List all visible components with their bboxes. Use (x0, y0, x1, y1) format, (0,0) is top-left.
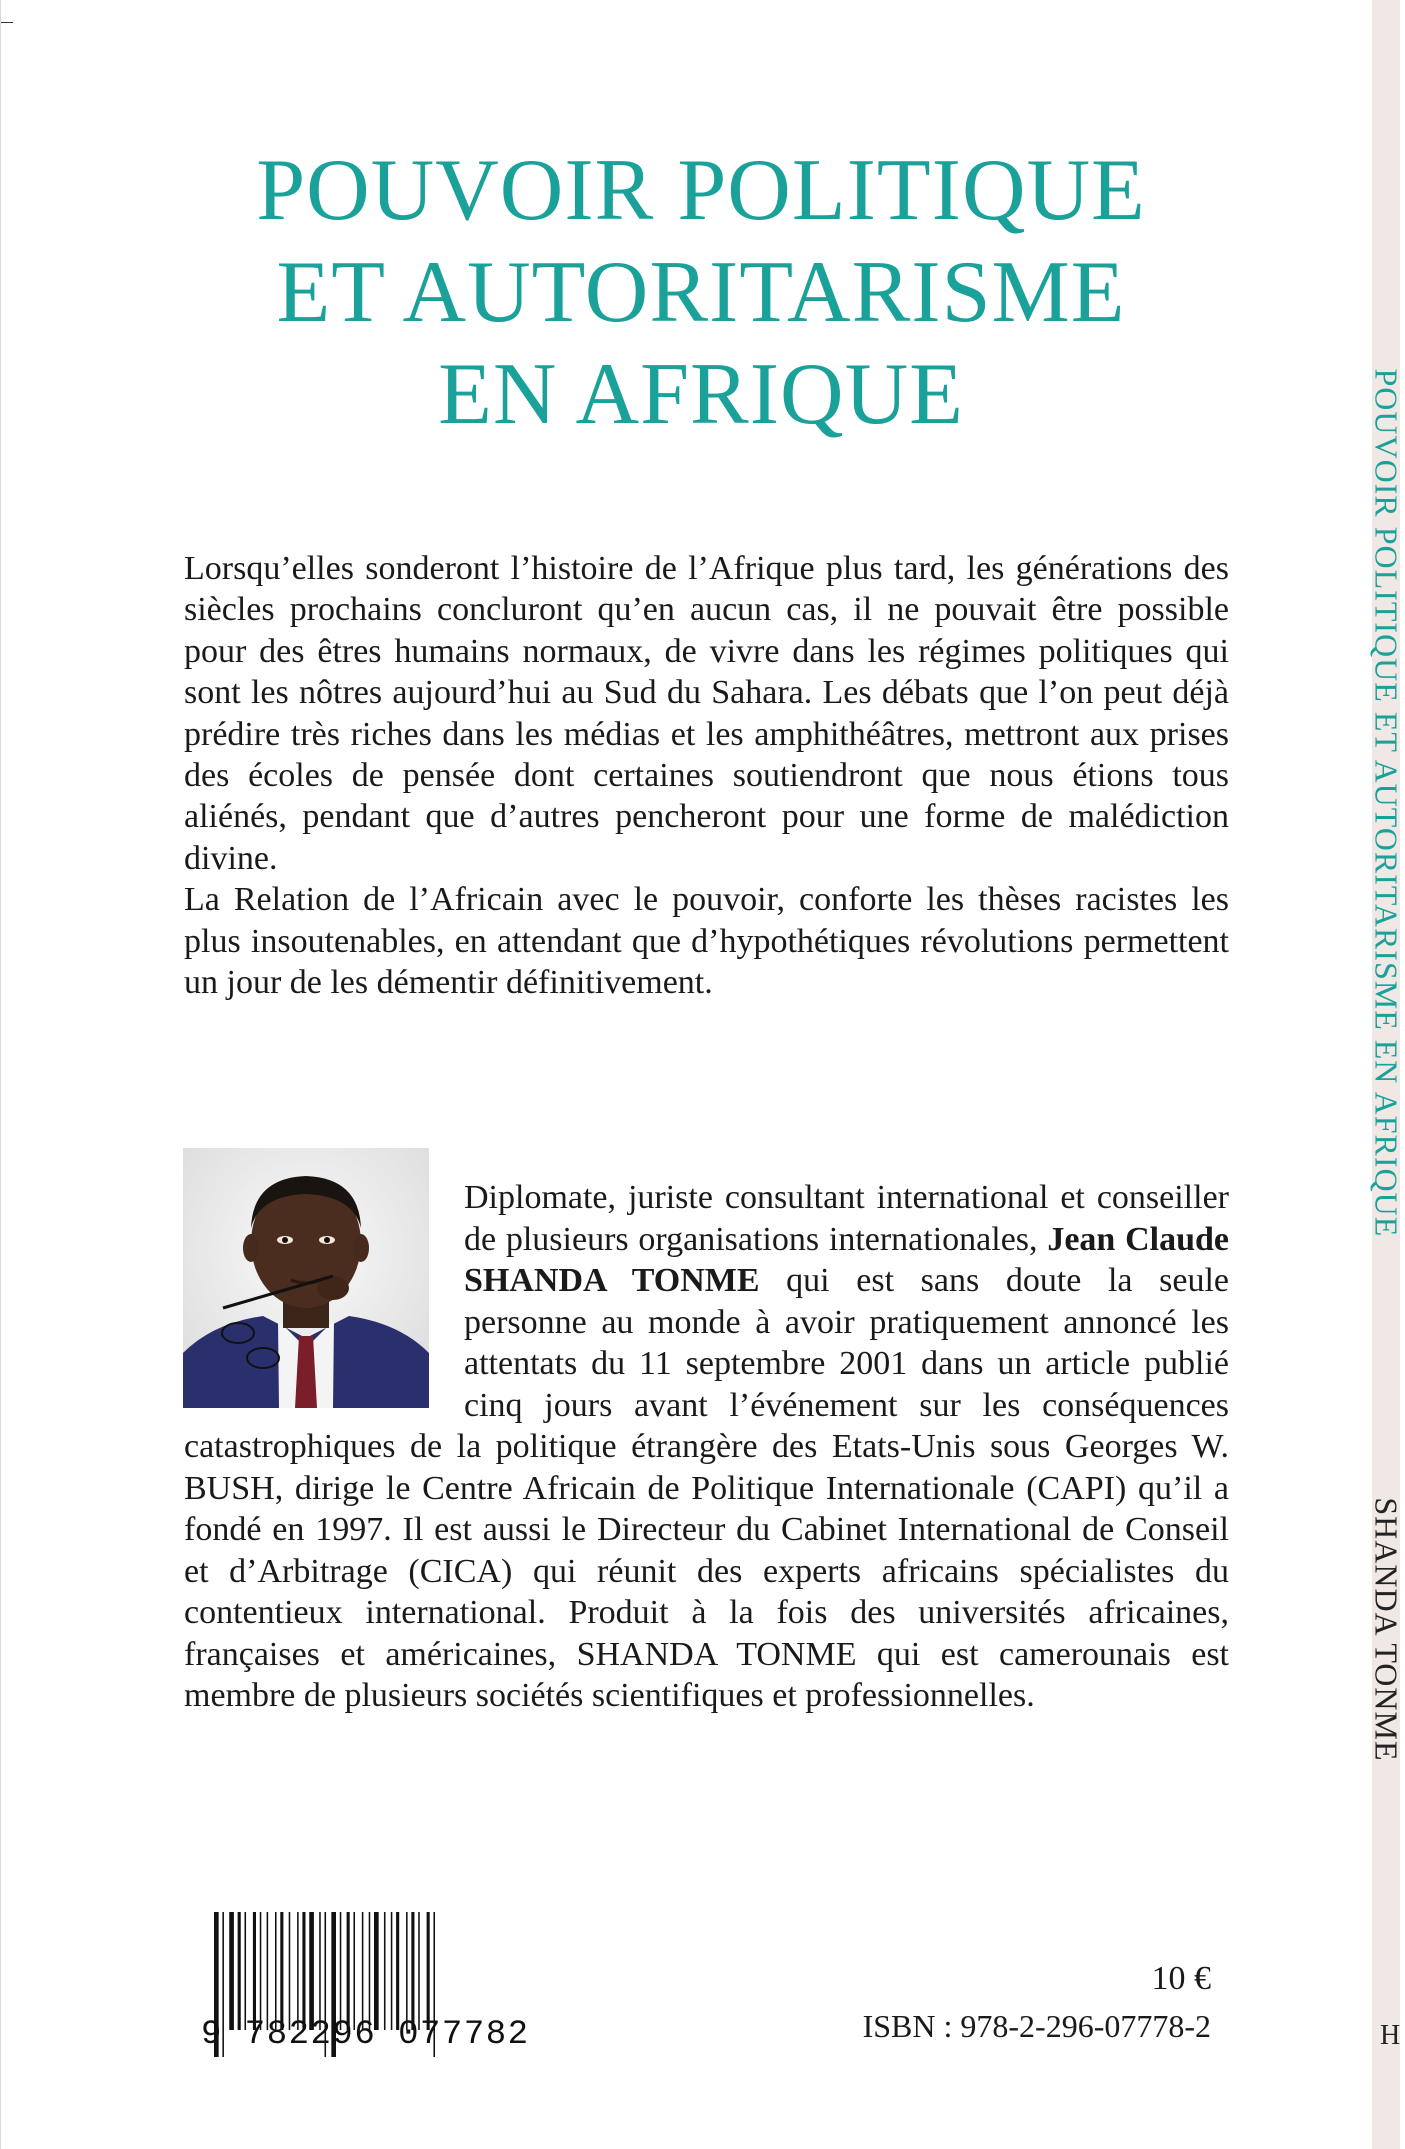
barcode-bar (362, 1912, 364, 2030)
barcode-bar (384, 1912, 386, 2030)
barcode-bar (253, 1912, 256, 2030)
barcode-bar (418, 1912, 420, 2030)
bio-text-before: Diplomate, juriste consultant international et conseiller de plusieurs organisations internationales, (464, 1179, 1229, 1258)
barcode-bar (319, 1912, 321, 2030)
spine-text (1368, 369, 1405, 1762)
barcode-bar (353, 1912, 355, 2030)
barcode-bar (391, 1912, 393, 2030)
barcode-bar (427, 1912, 430, 2030)
isbn: ISBN : 978-2-296-07778-2 (862, 2008, 1211, 2044)
photo-spacer (184, 1177, 464, 1422)
barcode-digits: 9 782296 077782 (201, 2016, 530, 2054)
barcode-bar (238, 1912, 241, 2030)
spine-title: POUVOIR POLITIQUE ET AUTORITARISME EN AFRIQUE (1368, 368, 1405, 1238)
barcode-bar (229, 1912, 234, 2030)
barcode-bar (406, 1912, 408, 2030)
barcode-bar (309, 1912, 314, 2030)
book-title (1, 140, 1401, 446)
barcode-bar (411, 1912, 414, 2030)
title-line-3: EN AFRIQUE (438, 346, 964, 443)
title-line-1: POUVOIR POLITIQUE (256, 142, 1146, 239)
barcode-bar (374, 1912, 379, 2030)
barcode-bar (396, 1912, 399, 2030)
book-summary (184, 548, 1229, 1003)
bio-text-after: qui est sans doute la seule personne au monde à avoir pratiquement annoncé les attentats du 11 septembre 2001 dans un article publié cinq jours avant l’événement sur les conséquences catastrophiques de la politique étrangère des Etats-Unis sous Georges W. BUSH, dirige le Centre Africain de Politique Internationale (CAPI) qu’il a fondé en 1997. Il est aussi le Directeur du Cabinet International de Conseil et d’Arbitrage (CICA) qui réunit des experts africains spécialistes du contentieux international. Produit à la fois des universités africaines, françaises et américaines, SHANDA TONME qui est camerounais est membre de plusieurs sociétés scientifiques et professionnelles. (184, 1262, 1229, 1714)
barcode-bar (275, 1912, 277, 2030)
crop-mark (1, 22, 13, 23)
spine-publisher-initial: H (1380, 2020, 1401, 2051)
barcode-bar (245, 1912, 247, 2030)
summary-paragraph-2: La Relation de l’Africain avec le pouvoir, conforte les thèses racistes les plus insoutenables, en attendant que d’hypothétiques révolutions permettent un jour de les démentir définitivement. (184, 881, 1229, 1002)
barcode-bar (260, 1912, 262, 2030)
spine-author: SHANDA TONME (1368, 1497, 1405, 1762)
barcode-bar (369, 1912, 371, 2030)
title-line-2: ET AUTORITARISME (276, 244, 1126, 341)
barcode-bar (280, 1912, 283, 2030)
barcode-bar (267, 1912, 269, 2030)
author-biography (184, 1177, 1229, 1717)
barcode-bar (302, 1912, 305, 2030)
barcode-bar (340, 1912, 342, 2030)
summary-paragraph-1: Lorsqu’elles sonderont l’histoire de l’Afrique plus tard, les générations des siècles prochains concluront qu’en aucun cas, il ne pouvait être possible pour des êtres humains normaux, de vivre dans les régimes politiques qui sont les nôtres aujourd’hui au Sud du Sahara. Les débats que l’on peut déjà prédire très riches dans les médias et les amphithéâtres, mettront aux prises des écoles de pensée dont certaines soutiendront que nous étions tous aliénés, pendant que d’autres pencheront pour une forme de malédiction divine. (184, 550, 1229, 877)
barcode-bar (297, 1912, 299, 2030)
barcode-bar (347, 1912, 350, 2030)
barcode-bar (289, 1912, 291, 2030)
author-name: Jean Claude SHANDA TONME (464, 1220, 1229, 1299)
price: 10 € (1151, 1960, 1211, 1997)
